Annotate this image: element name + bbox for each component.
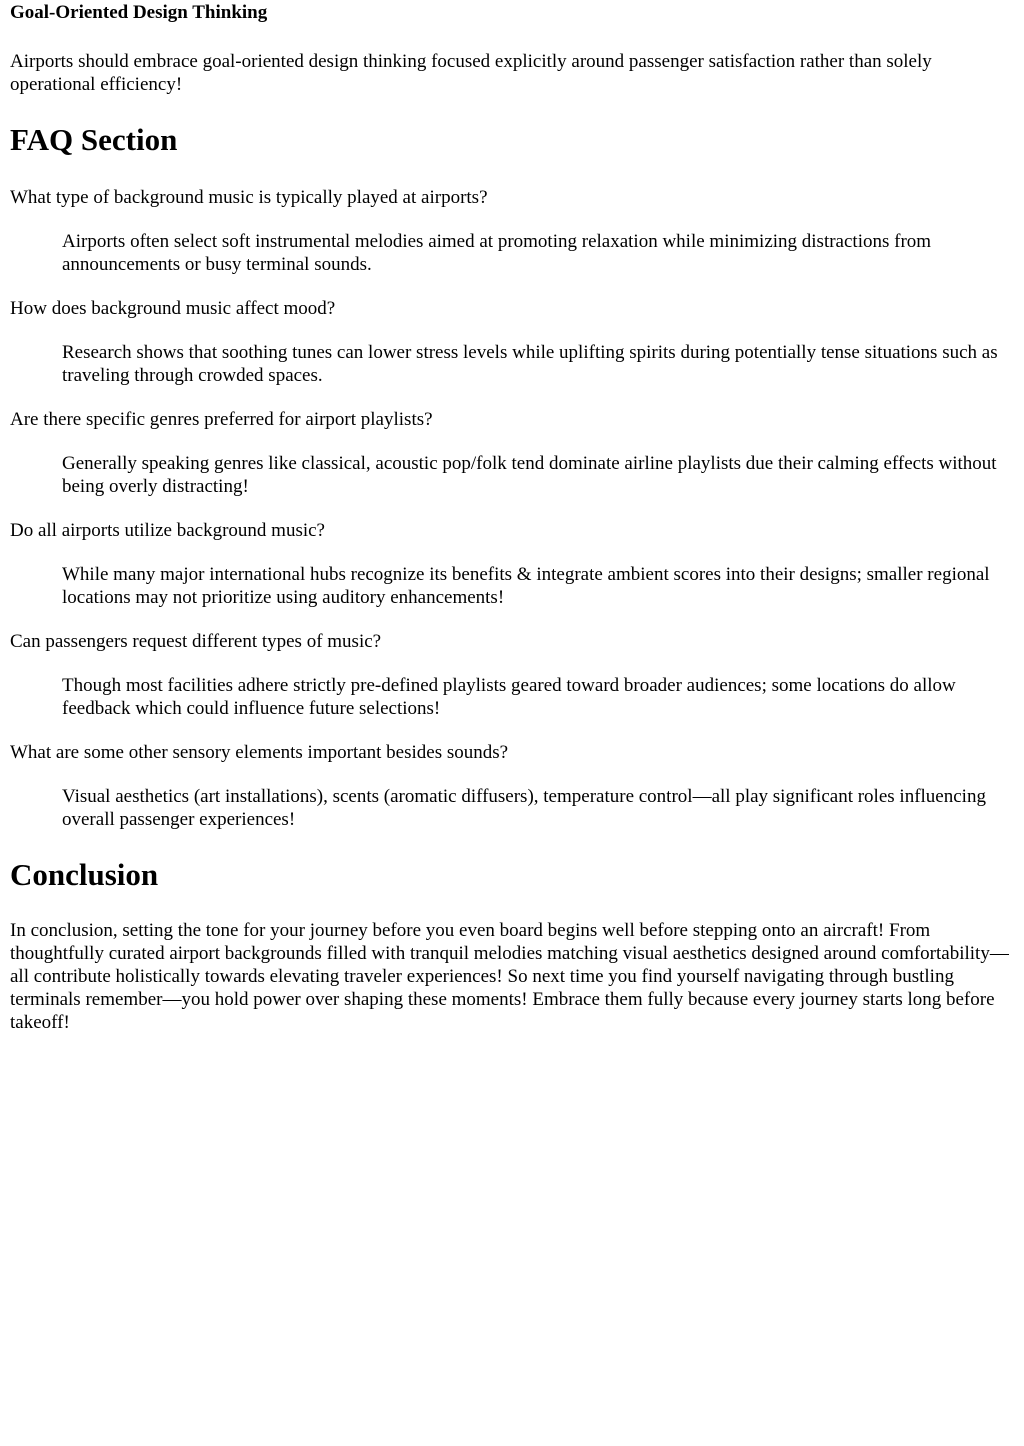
faq-question: How does background music affect mood? <box>10 298 336 319</box>
faq-question: What type of background music is typically played at airports? <box>10 187 488 208</box>
faq-question: Are there specific genres preferred for airport playlists? <box>10 409 433 430</box>
conclusion-paragraph: In conclusion, setting the tone for your journey before you even board begins well before stepping onto an aircraft! From thoughtfully curated airport backgrounds filled with tranquil melodies matching visual aesthetics designed around comfortability—all contribute holistically towards elevating traveler experiences! So next time you find yourself navigating through bustling terminals remember—you hold power over shaping these moments! Embrace them fully because every journey starts long before takeoff! <box>10 920 1009 1033</box>
faq-list <box>10 186 1014 831</box>
faq-answer: Visual aesthetics (art installations), scents (aromatic diffusers), temperature control—all play significant roles influencing overall passenger experiences! <box>62 786 986 830</box>
faq-question: Can passengers request different types of music? <box>10 631 382 652</box>
goal-oriented-paragraph: Airports should embrace goal-oriented design thinking focused explicitly around passenger satisfaction rather than solely operational efficiency! <box>10 51 932 95</box>
faq-answer: Research shows that soothing tunes can lower stress levels while uplifting spirits during potentially tense situations such as traveling through crowded spaces. <box>62 342 998 386</box>
conclusion-heading: Conclusion <box>10 857 159 892</box>
faq-question: Do all airports utilize background music? <box>10 520 325 541</box>
faq-answer: Airports often select soft instrumental melodies aimed at promoting relaxation while minimizing distractions from announcements or busy terminal sounds. <box>62 231 932 275</box>
faq-heading: FAQ Section <box>10 122 178 157</box>
faq-question: What are some other sensory elements important besides sounds? <box>10 742 509 763</box>
faq-answer: While many major international hubs recognize its benefits & integrate ambient scores into their designs; smaller regional locations may not prioritize using auditory enhancements! <box>62 564 990 608</box>
faq-answer: Though most facilities adhere strictly pre-defined playlists geared toward broader audiences; some locations do allow feedback which could influence future selections! <box>62 675 956 719</box>
goal-oriented-heading: Goal-Oriented Design Thinking <box>10 2 268 23</box>
faq-answer: Generally speaking genres like classical, acoustic pop/folk tend dominate airline playlists due their calming effects without being overly distracting! <box>62 453 997 497</box>
